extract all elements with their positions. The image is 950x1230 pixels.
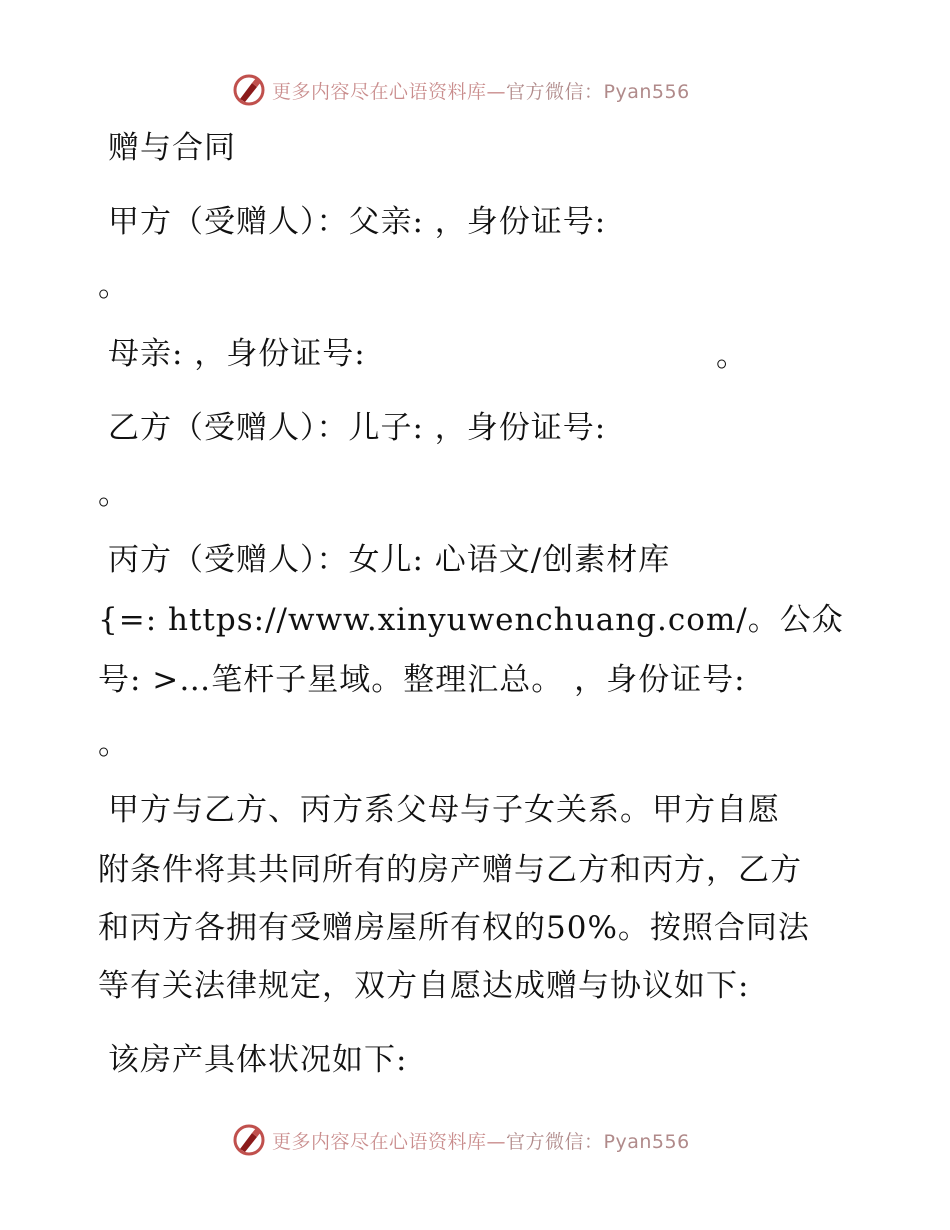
- party-c-url-line: {=: https://www.xinyuwenchuang.com/。公众: [98, 602, 844, 638]
- banner-main-text: 更多内容尽在心语资料库: [272, 1130, 487, 1153]
- paragraph-line-1: 甲方与乙方、丙方系父母与子女关系。甲方自愿: [108, 792, 780, 828]
- paragraph-line-3: 和丙方各拥有受赠房屋所有权的50%。按照合同法: [98, 910, 810, 946]
- banner-dash: —: [486, 80, 507, 103]
- party-a-end: 。: [98, 268, 129, 304]
- party-b-end: 。: [98, 476, 129, 512]
- party-c-id-line: 号: >…笔杆子星域。整理汇总。 ，身份证号:: [98, 662, 746, 698]
- paragraph-line-2: 附条件将其共同所有的房产赠与乙方和丙方，乙方: [98, 852, 802, 888]
- banner-text: [272, 77, 690, 104]
- party-a-line: 甲方（受赠人）：父亲: ，身份证号:: [108, 204, 607, 240]
- paragraph-line-4: 等有关法律规定，双方自愿达成赠与协议如下:: [98, 968, 750, 1004]
- mother-end: 。: [716, 338, 747, 374]
- banner-main-text: 更多内容尽在心语资料库: [272, 80, 487, 103]
- mother-line: 母亲: ，身份证号:: [108, 336, 366, 372]
- pen-logo-icon: [232, 1123, 266, 1157]
- document-title: 赠与合同: [108, 130, 236, 166]
- pen-logo-icon: [232, 73, 266, 107]
- banner-dash: —: [486, 1130, 507, 1153]
- party-c-end: 。: [98, 726, 129, 762]
- footer-banner: [232, 1122, 712, 1158]
- property-intro: 该房产具体状况如下:: [108, 1042, 408, 1078]
- header-banner: [232, 72, 712, 108]
- banner-wechat-text: 官方微信：Pyan556: [506, 1130, 690, 1153]
- party-c-line: 丙方（受赠人）：女儿: 心语文/创素材库: [108, 542, 671, 578]
- banner-wechat-text: 官方微信：Pyan556: [506, 80, 690, 103]
- banner-text: [272, 1127, 690, 1154]
- party-b-line: 乙方（受赠人）：儿子: ，身份证号:: [108, 410, 607, 446]
